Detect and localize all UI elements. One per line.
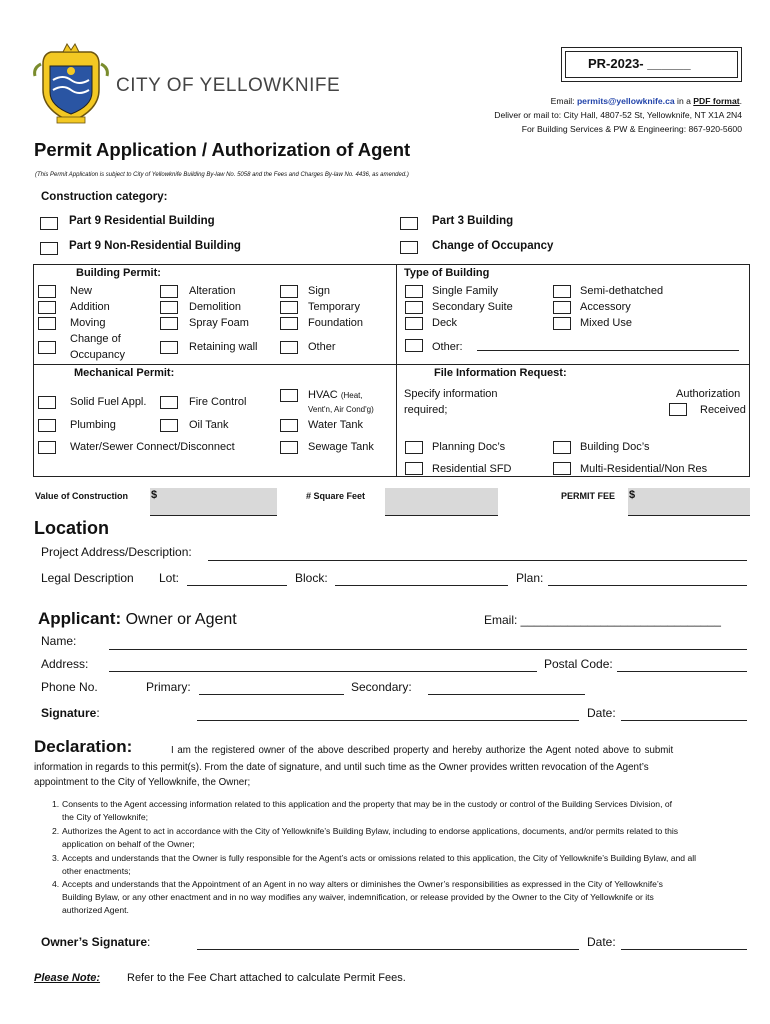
value-construction-field[interactable]: [150, 488, 277, 516]
bp-temporary-label: Temporary: [308, 301, 360, 313]
applicant-name-label: Name:: [41, 634, 77, 648]
mechanical-heading: Mechanical Permit:: [74, 367, 175, 379]
mp-water-sewer-label: Water/Sewer Connect/Disconnect: [70, 441, 235, 453]
phone-label: Phone No.: [41, 680, 98, 694]
project-address-field[interactable]: [208, 560, 747, 561]
legal-description-label: Legal Description: [41, 571, 134, 585]
primary-label: Primary:: [146, 680, 191, 694]
building-permit-heading: Building Permit:: [76, 267, 161, 279]
part3-label: Part 3 Building: [432, 215, 514, 227]
bp-moving-label: Moving: [70, 317, 106, 329]
fi-specify-line2: required;: [404, 404, 448, 416]
project-address-label: Project Address/Description:: [41, 545, 192, 559]
mp-plumbing-checkbox[interactable]: [38, 419, 56, 432]
mp-hvac-note: (Heat,: [340, 391, 363, 400]
signature-label: [41, 706, 100, 720]
item-text-a: Consents to the Agent accessing information related to this application and the property that may be in the custody or control of the Building Services Division, of: [62, 799, 673, 809]
tb-mixed-checkbox[interactable]: [553, 317, 571, 330]
part9-nonres-checkbox[interactable]: [40, 242, 58, 255]
item-number: 3.: [52, 853, 60, 863]
email-mid: in a: [674, 96, 694, 106]
item-text-b: the City of Yellowknife;: [62, 812, 148, 822]
item-text-c: authorized Agent.: [62, 905, 129, 915]
email-prefix: Email:: [550, 96, 577, 106]
bp-other-label: Other: [308, 341, 336, 353]
item-number: 4.: [52, 879, 60, 889]
bp-spray-foam-checkbox[interactable]: [160, 317, 178, 330]
applicant-heading-sub: Owner or Agent: [125, 611, 237, 628]
plan-label: Plan:: [516, 571, 544, 585]
mp-hvac-label: [308, 388, 363, 403]
tb-single-family-label: Single Family: [432, 285, 499, 297]
owner-signature-colon: :: [147, 935, 151, 949]
mp-plumbing-label: Plumbing: [70, 419, 116, 431]
item-text-b: application on behalf of the Owner;: [62, 839, 195, 849]
square-feet-label: # Square Feet: [306, 491, 366, 501]
applicant-heading-bold: Applicant:: [38, 609, 122, 628]
tb-other-checkbox[interactable]: [405, 339, 423, 352]
bp-new-label: New: [70, 285, 93, 297]
owner-signature-label: [41, 935, 150, 949]
postal-code-field[interactable]: [617, 671, 747, 672]
owner-signature-field[interactable]: [197, 949, 579, 950]
part9-residential-checkbox[interactable]: [40, 217, 58, 230]
bp-alteration-label: Alteration: [189, 285, 236, 297]
tb-secondary-suite-checkbox[interactable]: [405, 301, 423, 314]
declaration-line1: I am the registered owner of the above described property and hereby authorize the Agent noted above to submit: [171, 745, 674, 756]
owner-date-label: Date:: [587, 935, 616, 949]
type-of-building-heading: Type of Building: [404, 267, 490, 279]
tb-single-family-checkbox[interactable]: [405, 285, 423, 298]
tb-deck-checkbox[interactable]: [405, 317, 423, 330]
lot-field[interactable]: [187, 585, 287, 586]
fi-building-docs-checkbox[interactable]: [553, 441, 571, 454]
applicant-address-label: Address:: [41, 657, 89, 671]
bp-spray-foam-label: Spray Foam: [189, 317, 249, 329]
bp-demolition-label: Demolition: [189, 301, 241, 313]
mp-oil-tank-label: Oil Tank: [189, 419, 229, 431]
bp-new-checkbox[interactable]: [38, 285, 56, 298]
bp-other-checkbox[interactable]: [280, 341, 298, 354]
owner-signature-text: Owner’s Signature: [41, 935, 148, 949]
declaration-line3: appointment to the City of Yellowknife, the Owner;: [34, 777, 251, 788]
fi-planning-label: Planning Doc’s: [432, 441, 506, 453]
primary-phone-field[interactable]: [199, 694, 344, 695]
grid-divider-vertical: [396, 264, 397, 477]
bp-foundation-checkbox[interactable]: [280, 317, 298, 330]
fi-multi-res-label: Multi-Residential/Non Res: [580, 463, 708, 475]
applicant-name-field[interactable]: [109, 649, 747, 650]
tb-deck-label: Deck: [432, 317, 458, 329]
bp-addition-label: Addition: [70, 301, 110, 313]
applicant-email[interactable]: Email: ______________________________: [484, 613, 721, 627]
grid-divider-horizontal: [33, 364, 750, 365]
bp-moving-checkbox[interactable]: [38, 317, 56, 330]
city-crest-logo: [33, 40, 109, 126]
value-construction-label: Value of Construction: [35, 491, 129, 501]
bp-change-occ-label2: Occupancy: [70, 349, 126, 361]
mp-fire-control-checkbox[interactable]: [160, 396, 178, 409]
postal-code-label: Postal Code:: [544, 657, 613, 671]
location-heading: Location: [34, 518, 109, 538]
tb-other-label: Other:: [432, 341, 463, 353]
email-line: [551, 96, 742, 106]
owner-date-field[interactable]: [621, 949, 747, 950]
applicant-address-field[interactable]: [109, 671, 537, 672]
secondary-phone-field[interactable]: [428, 694, 585, 695]
bp-foundation-label: Foundation: [308, 317, 364, 329]
signature-label-text: Signature: [41, 706, 97, 720]
bp-retaining-checkbox[interactable]: [160, 341, 178, 354]
tb-semi-label: Semi-dethatched: [580, 285, 664, 297]
fi-authorization-label: Authorization: [676, 388, 741, 400]
square-feet-field[interactable]: [385, 488, 498, 516]
please-note-text: Refer to the Fee Chart attached to calculate Permit Fees.: [127, 972, 406, 984]
mp-water-tank-label: Water Tank: [308, 419, 364, 431]
page-title: Permit Application / Authorization of Agent: [34, 139, 411, 160]
bp-sign-checkbox[interactable]: [280, 285, 298, 298]
fi-specify-line1: Specify information: [404, 388, 498, 400]
tb-secondary-suite-label: Secondary Suite: [432, 301, 513, 313]
secondary-label: Secondary:: [351, 680, 412, 694]
applicant-heading: [38, 609, 237, 629]
change-occupancy-checkbox[interactable]: [400, 241, 418, 254]
bp-change-occ-label: Change of: [70, 333, 121, 345]
fi-multi-res-checkbox[interactable]: [553, 462, 571, 475]
email-link[interactable]: permits@yellowknife.ca: [576, 96, 675, 106]
tb-accessory-label: Accessory: [580, 301, 631, 313]
lot-label: Lot:: [159, 571, 180, 585]
permit-number: PR-2023- ______: [588, 56, 691, 71]
item-text-a: Accepts and understands that the Owner is fully responsible for the Agent’s acts or omissions related to this application, the City of Yellowknife’s Building Bylaw, and all: [62, 853, 697, 863]
mp-hvac-text: HVAC: [308, 389, 338, 401]
permit-fee-label: PERMIT FEE: [561, 491, 616, 501]
mp-water-sewer-checkbox[interactable]: [38, 441, 56, 454]
fee-dollar: $: [629, 489, 636, 501]
fi-received-label: Received: [700, 404, 746, 416]
please-note-label: Please Note:: [34, 972, 101, 984]
block-label: Block:: [295, 571, 328, 585]
mail-address: Deliver or mail to: City Hall, 4807-52 St, Yellowknife, NT X1A 2N4: [494, 110, 742, 120]
fi-received-checkbox[interactable]: [669, 403, 687, 416]
item-text-a: Authorizes the Agent to act in accordance with the City of Yellowknife’s Building Bylaw, including to endorse applications, documents, and/or permits related to this: [62, 826, 679, 836]
block-field[interactable]: [335, 585, 508, 586]
mp-sewage-tank-checkbox[interactable]: [280, 441, 298, 454]
tb-accessory-checkbox[interactable]: [553, 301, 571, 314]
mp-sewage-tank-label: Sewage Tank: [308, 441, 374, 453]
mp-hvac-note2: Vent'n, Air Cond'g): [308, 405, 374, 414]
item-text-a: Accepts and understands that the Appointment of an Agent in no way alters or diminishes the Owner’s responsibilities as expressed in the City of Yellowknife’s: [62, 879, 663, 889]
fi-planning-checkbox[interactable]: [405, 441, 423, 454]
signature-label-colon: :: [96, 706, 100, 720]
date-field[interactable]: [621, 720, 747, 721]
phone-line: For Building Services & PW & Engineering: 867-920-5600: [521, 124, 742, 134]
change-occupancy-label: Change of Occupancy: [432, 240, 554, 252]
date-label: Date:: [587, 706, 616, 720]
construction-heading: Construction category:: [41, 191, 168, 203]
mp-hvac-checkbox[interactable]: [280, 389, 298, 402]
plan-field[interactable]: [548, 585, 747, 586]
fi-residential-sfd-label: Residential SFD: [432, 463, 512, 475]
part3-checkbox[interactable]: [400, 217, 418, 230]
item-text-b: other enactments;: [62, 866, 131, 876]
part9-residential-label: Part 9 Residential Building: [69, 215, 215, 227]
mp-oil-tank-checkbox[interactable]: [160, 419, 178, 432]
bp-demolition-checkbox[interactable]: [160, 301, 178, 314]
fi-building-docs-label: Building Doc’s: [580, 441, 650, 453]
bp-addition-checkbox[interactable]: [38, 301, 56, 314]
item-text-b: Building Bylaw, or any other enactment and in no way modifies any waiver, indemnification, or release provided by the Owner to the City of Yellowknife or its: [62, 892, 654, 902]
permit-number-box: [561, 47, 742, 82]
bp-alteration-checkbox[interactable]: [160, 285, 178, 298]
tb-mixed-label: Mixed Use: [580, 317, 632, 329]
mp-solid-fuel-label: Solid Fuel Appl.: [70, 396, 147, 408]
email-end: .: [739, 96, 742, 106]
value-dollar: $: [151, 489, 158, 501]
declaration-heading: Declaration:: [34, 737, 133, 756]
declaration-line2: information in regards to this permit(s). From the date of signature, and until such time as the Owner provides written revocation of the Agent’s: [34, 762, 649, 773]
bp-retaining-label: Retaining wall: [189, 341, 258, 353]
mp-solid-fuel-checkbox[interactable]: [38, 396, 56, 409]
pdf-format: PDF format: [693, 96, 740, 106]
part9-nonres-label: Part 9 Non-Residential Building: [69, 240, 241, 252]
mp-water-tank-checkbox[interactable]: [280, 419, 298, 432]
bp-sign-label: Sign: [308, 285, 331, 297]
fi-residential-sfd-checkbox[interactable]: [405, 462, 423, 475]
tb-semi-checkbox[interactable]: [553, 285, 571, 298]
signature-field[interactable]: [197, 720, 579, 721]
permit-fee-field[interactable]: [628, 488, 750, 516]
file-info-heading: File Information Request:: [434, 367, 567, 379]
item-number: 2.: [52, 826, 60, 836]
item-number: 1.: [52, 799, 60, 809]
bp-change-occ-checkbox[interactable]: [38, 341, 56, 354]
org-name: CITY OF YELLOWKNIFE: [116, 75, 341, 96]
bp-temporary-checkbox[interactable]: [280, 301, 298, 314]
mp-fire-control-label: Fire Control: [189, 396, 247, 408]
page-subtitle: (This Permit Application is subject to City of Yellowknife Building By-law No. 5058 and the Fees and Charges By-law No. 4436, as amended.): [35, 172, 409, 178]
tb-other-field[interactable]: [477, 350, 739, 351]
